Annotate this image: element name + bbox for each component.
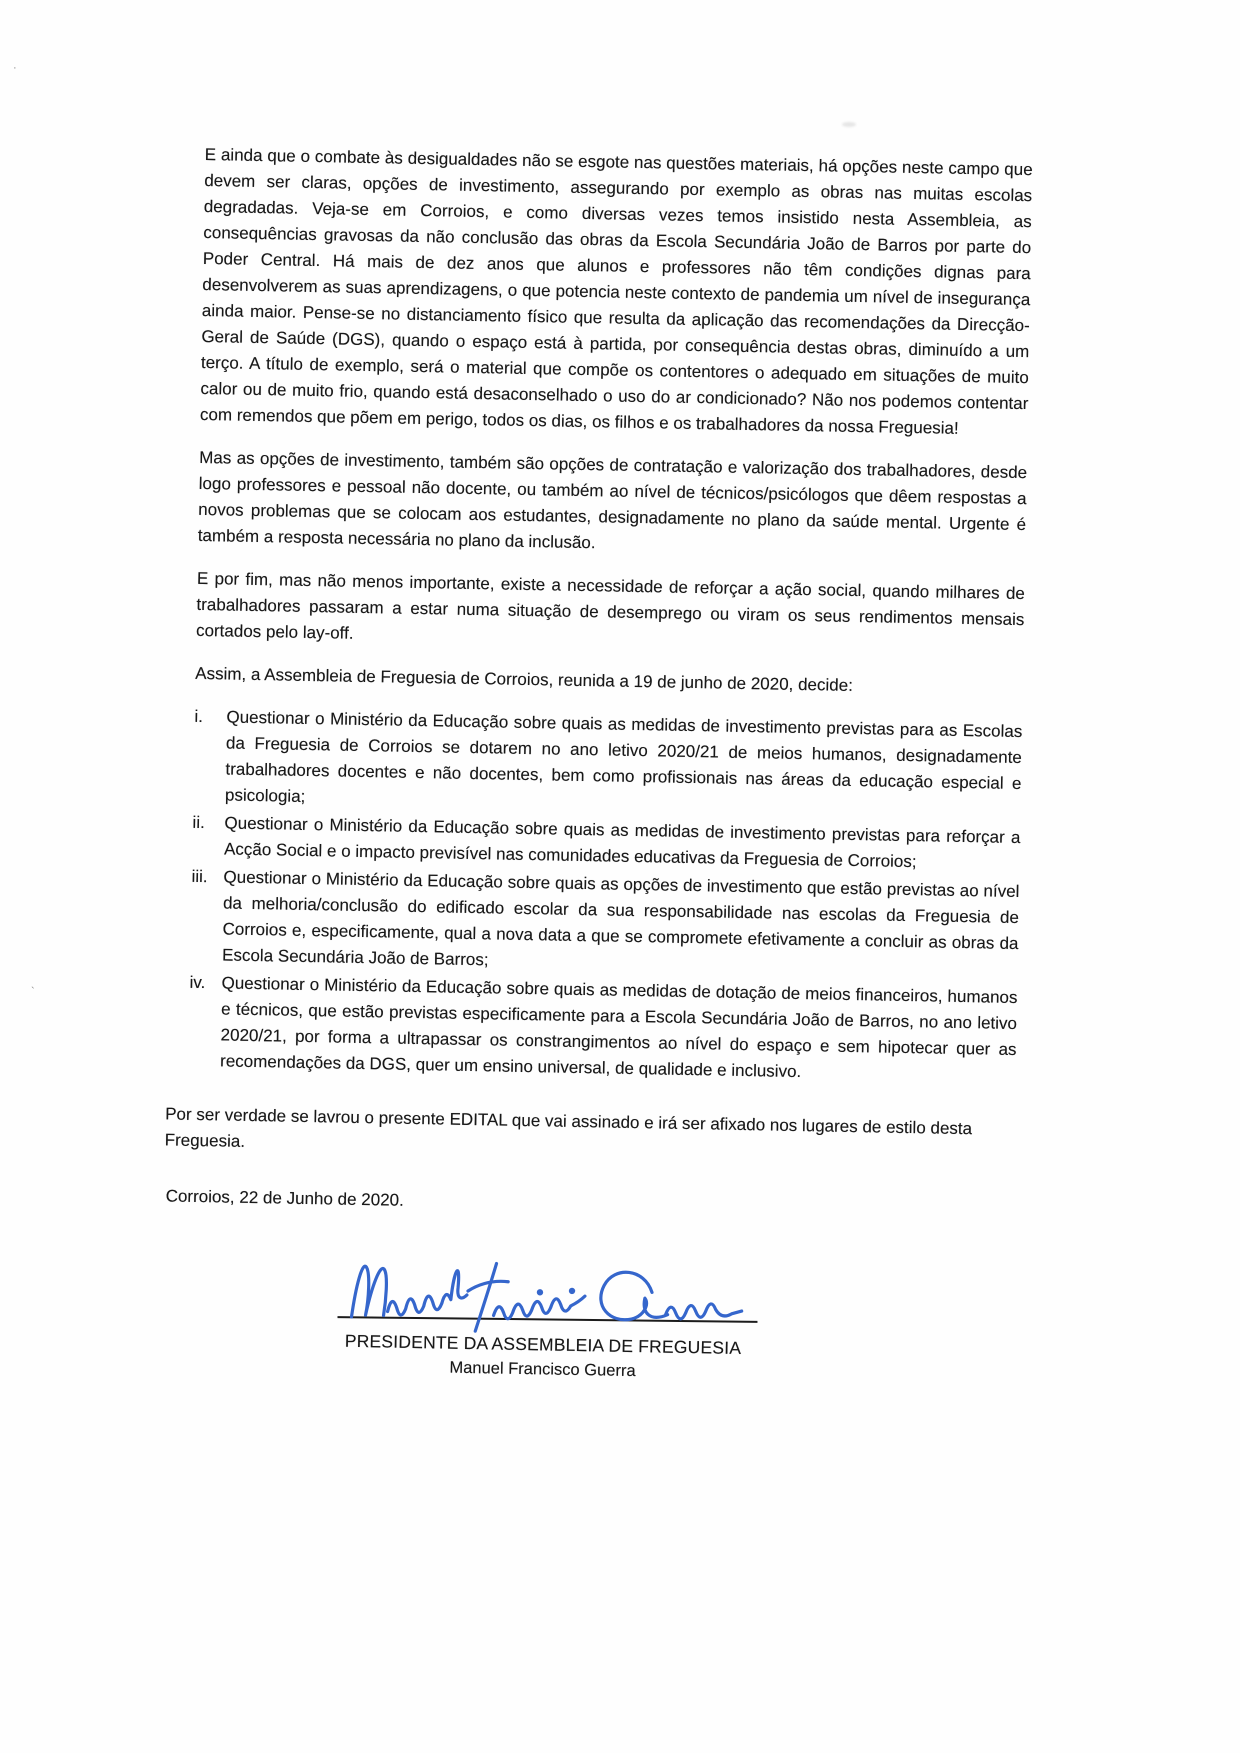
decision-item-i — [193, 704, 1023, 823]
dateline: Corroios, 22 de Junho de 2020. — [165, 1186, 404, 1210]
decision-text: Questionar o Ministério da Educação sobre quais as medidas de investimento previstas para reforçar a Acção Social e o impacto previsível nas comunidades educativas da Freguesia de Corroios; — [223, 813, 1021, 872]
decision-marker: ii. — [192, 812, 205, 833]
decision-list — [188, 704, 1023, 1089]
decision-marker: iii. — [191, 866, 208, 887]
decision-text: Questionar o Ministério da Educação sobre quais as medidas de dotação de meios financeiros, humanos e técnicos, que estão previstas especificamente para a Escola Secundária João de Barros, no ano letivo 2020/21, por forma a ultrapassar os constrangimentos ao nível do espaço e sem hipotecar quer as recomendações da DGS, quer um ensino universal, de qualidade e inclusivo. — [219, 973, 1018, 1082]
signature-ink — [351, 1261, 742, 1336]
decision-item-iv — [188, 970, 1018, 1089]
decision-item-iii — [190, 864, 1020, 983]
signatory-name: Manuel Francisco Guerra — [449, 1358, 636, 1381]
signature-block — [322, 1250, 764, 1386]
signature-image — [343, 1251, 745, 1344]
paragraph-social-action: E por fim, mas não menos importante, existe a necessidade de reforçar a ação social, quando milhares de trabalhadores passaram a estar numa situação de desemprego ou viram os seus rendimentos mensais cortados pelo lay-off. — [195, 568, 1026, 643]
closing-statement: Por ser verdade se lavrou o presente EDITAL que vai assinado e irá ser afixado nos lugares de estilo desta Freguesia. — [164, 1104, 973, 1151]
decision-marker: i. — [194, 706, 204, 727]
decision-text: Questionar o Ministério da Educação sobre quais as medidas de investimento previstas para as Escolas da Freguesia de Corroios se dotarem no ano letivo 2020/21 de meios humanos, designadamente trabalhadores docentes e não docentes, bem como profissionais nas áreas da educação especial e psicologia; — [224, 707, 1023, 806]
paragraph-assembly-decides: Assim, a Assembleia de Freguesia de Corroios, reunida a 19 de junho de 2020, decide: — [195, 663, 854, 695]
scan-smudge — [842, 122, 856, 127]
paragraph-inequalities: E ainda que o combate às desigualdades não se esgote nas questões materiais, há opções neste campo que devem ser claras, opções de investimento, assegurando por exemplo as obras nas muitas escolas degradadas. Veja-se em Corroios, e como diversas vezes temos insistido nesta Assembleia, as consequências gravosas da não conclusão das obras da Escola Secundária João de Barros por parte do Poder Central. Há mais de dez anos que alunos e professores não têm condições dignas para desenvolverem as suas aprendizagens, o que potencia neste contexto de pandemia um nível de insegurança ainda maior. Pense-se no distanciamento físico que resulta da aplicação das recomendações da Direcção-Geral de Saúde (DGS), quando o espaço está à partida, por consequência destas obras, diminuído a um terço. A título de exemplo, será o material que compõe os contentores o adequado em situações de muito calor ou de muito frio, quando está desaconselhado o uso do ar condicionado? Não nos podemos contentar com remendos que põem em perigo, todos os dias, os filhos e os trabalhadores da nossa Freguesia! — [199, 144, 1033, 438]
decision-marker: iv. — [189, 972, 206, 993]
decision-text: Questionar o Ministério da Educação sobre quais as opções de investimento que estão previstas ao nível da melhoria/conclusão do edificado escolar da sua responsabilidade nas escolas da Freguesia de Corroios e, especificamente, qual a nova data a que se compromete efetivamente a concluir as obras da Escola Secundária João de Barros; — [221, 867, 1020, 970]
signatory-title: PRESIDENTE DA ASSEMBLEIA DE FREGUESIA — [344, 1330, 742, 1359]
paragraph-investment-workers: Mas as opções de investimento, também são opções de contratação e valorização dos trabalhadores, desde logo professores e pessoal não docente, ou também ao nível de técnicos/psicólogos que dêem respostas a novos problemas que se colocam aos estudantes, designadamente no plano da saúde mental. Urgente é também a resposta necessária no plano da inclusão. — [197, 447, 1028, 553]
scan-artifact: · — [13, 62, 17, 74]
scan-artifact: ` — [31, 986, 35, 998]
edital-body — [164, 142, 1033, 1391]
